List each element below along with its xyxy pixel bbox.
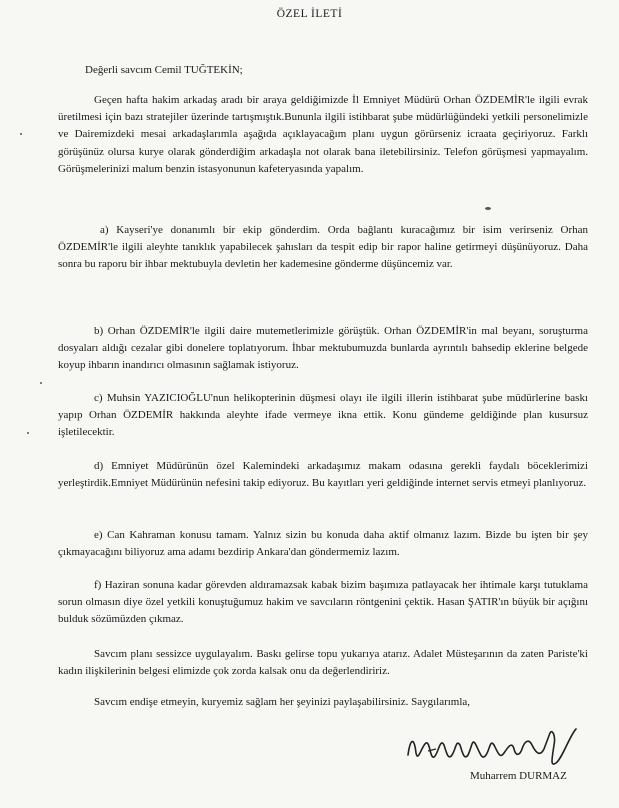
handwritten-signature <box>400 715 600 775</box>
salutation: Değerli savcım Cemil TUĞTEKİN; <box>85 64 243 76</box>
scan-speck <box>485 207 491 210</box>
paragraph-closing-2: Savcım endişe etmeyin, kuryemiz sağlam her şeyinizi paylaşabilirsiniz. Saygılarımla, <box>94 696 471 708</box>
signer-name: Muharrem DURMAZ <box>470 770 567 782</box>
paragraph-closing-1: Savcım planı sessizce uygulayalım. Baskı gelirse topu yukarıya atarız. Adalet Müsteşarının da zaten Pariste'ki kadın ilişkilerinin belgesi elimizde çok zorda kalsak onu da değerlendiririz. <box>58 648 588 678</box>
paragraph-b: b) Orhan ÖZDEMİR'le ilgili daire mutemetlerimizle görüştük. Orhan ÖZDEMİR'in mal beyanı, soruşturma dosyaları aldığı cezalar gibi donelere toplatıyorum. İhbar mektubumuzda bunlarda ayrıntılı bahsedip eklerine belgede koyup ihbarın inandırıcı olmasının sağlamak istiyoruz. <box>58 325 588 372</box>
scan-speck <box>20 133 22 135</box>
scan-speck <box>40 382 42 384</box>
document-title: ÖZEL İLETİ <box>276 8 343 20</box>
paragraph-f: f) Haziran sonuna kadar görevden aldıramazsak kabak bizim başımıza patlayacak her ihtimale karşı tutuklama sorun olmasın diye özel yetkili konuştuğumuz hakim ve savcıların röntgenini çektik. Hasan ŞATIR'ın büyük bir açığını bulduk sözümüzden çıkmaz. <box>58 579 588 626</box>
paragraph-intro: Geçen hafta hakim arkadaş aradı bir araya geldiğimizde İl Emniyet Müdürü Orhan ÖZDEMİR'le ilgili evrak üretilmesi için bazı stratejiler üzerinde tartışmıştık.Bununla ilgili istihbarat şube müdürlüğündeki yetkili personelimizle ve Dairemizdeki mesai arkadaşlarımla aşağıda açıklayacağım planı uygun görürseniz icraata geçiriyoruz. Farklı görüşünüz olursa kurye olarak gönderdiğim arkadaşla not olarak bana iletebilirsiniz. Telefon görüşmesi yapmayalım. Görüşmelerinizi malum benzin istasyonunun kafeteryasında yapalım. <box>58 94 588 175</box>
paragraph-e: e) Can Kahraman konusu tamam. Yalnız sizin bu konuda daha aktif olmanız lazım. Bizde bu işten bir şey çıkmayacağını biliyoruz ama adamı bezdirip Ankara'dan göndermemiz lazım. <box>58 529 588 559</box>
scan-speck <box>27 432 29 434</box>
paragraph-a: a) Kayseri'ye donanımlı bir ekip gönderdim. Orda bağlantı kuracağımız bir isim verirseniz Orhan ÖZDEMİR'le ilgili aleyhte tanıklık yapabilecek şahısları da tespit edip bir rapor haline getirmeyi düşünüyoruz. Daha sonra bu raporu bir ihbar mektubuyla devletin her kademesine gönderme düşüncemiz var. <box>58 224 588 271</box>
paragraph-c: c) Muhsin YAZICIOĞLU'nun helikopterinin düşmesi olayı ile ilgili illerin istihbarat şube müdürlerine baskı yapıp Orhan ÖZDEMİR hakkında aleyhte ifade vermeye ikna ettik. Konu gündeme geldiğinde plan kusursuz işletilecektir. <box>58 392 588 439</box>
paragraph-d: d) Emniyet Müdürünün özel Kalemindeki arkadaşımız makam odasına gerekli faydalı böceklerimizi yerleştirdik.Emniyet Müdürünün nefesini takip ediyoruz. Bu kayıtları yeri geldiğinde internet servis etmeyi planlıyoruz. <box>58 460 588 490</box>
